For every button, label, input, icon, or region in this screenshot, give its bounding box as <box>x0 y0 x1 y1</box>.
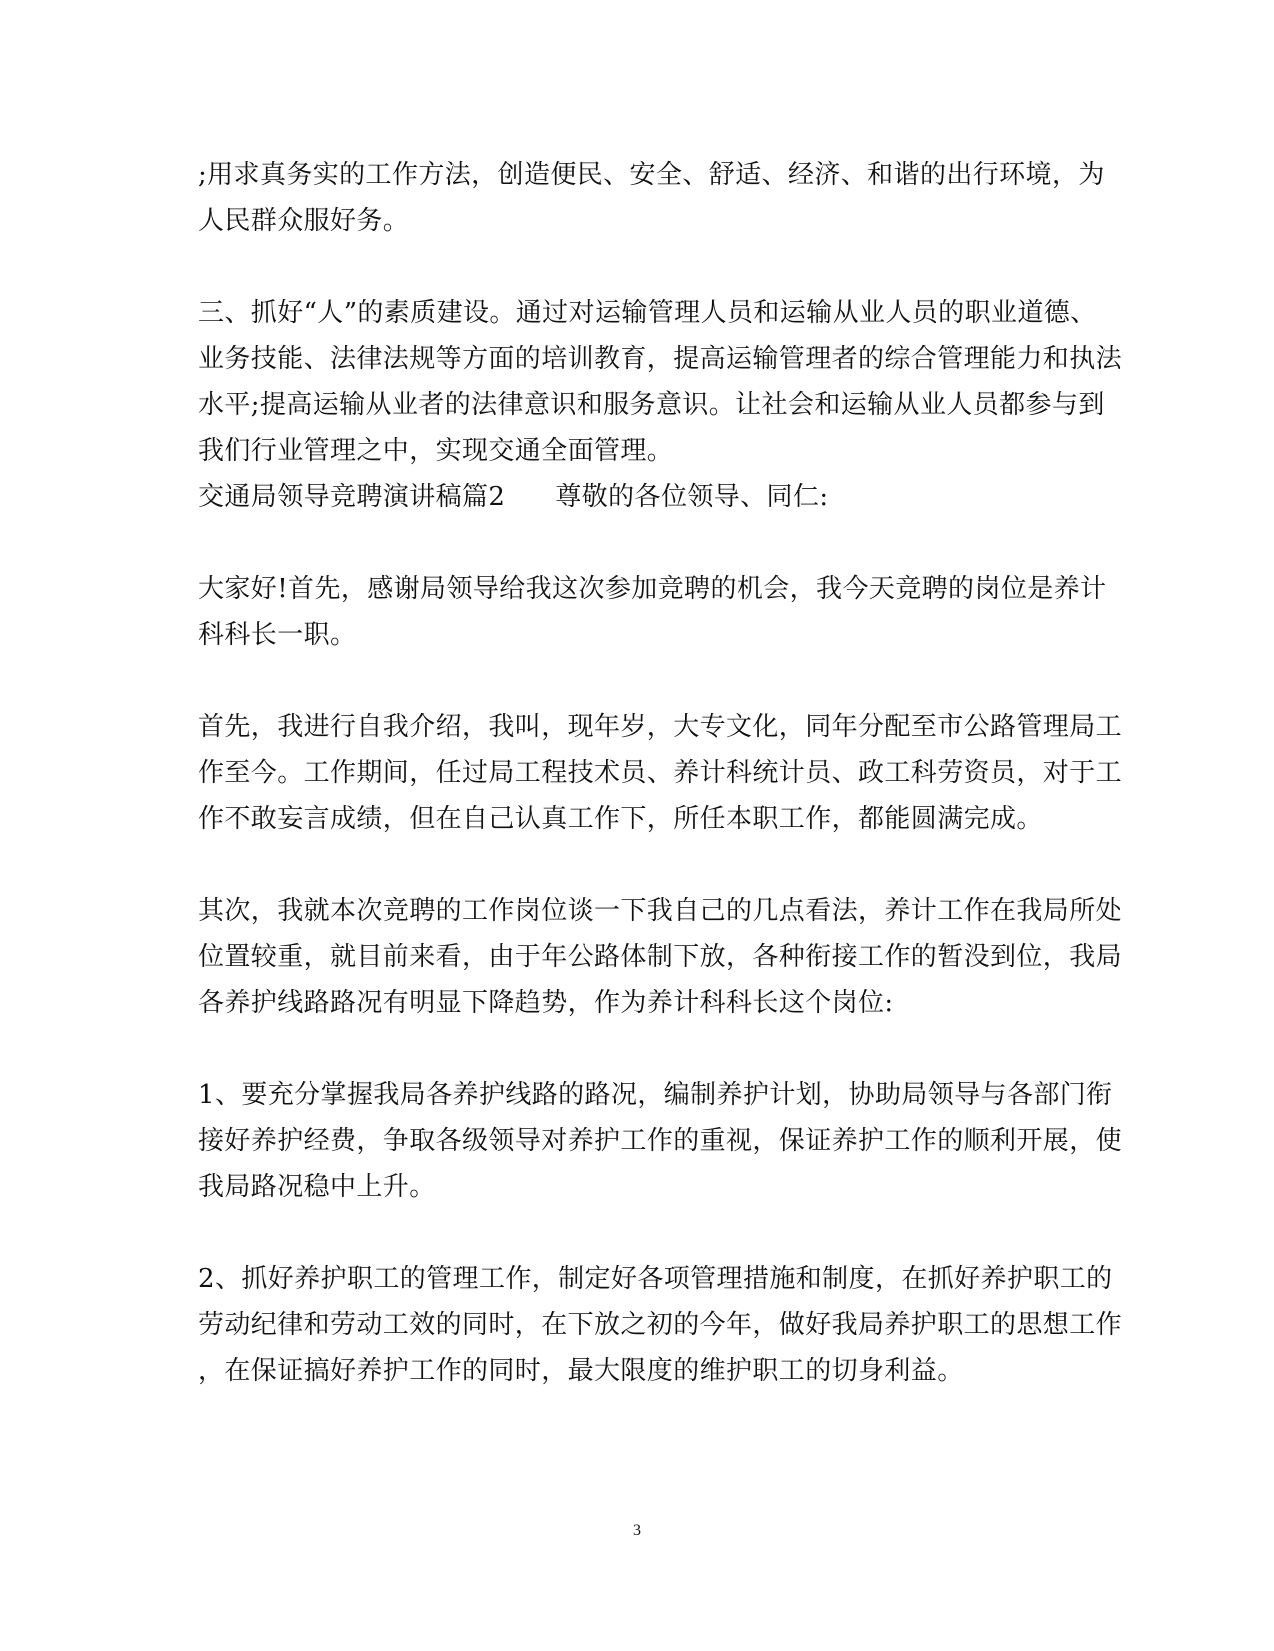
paragraph-line: 科科长一职。 <box>198 620 357 650</box>
paragraph-line: 我局路况稳中上升。 <box>198 1172 436 1202</box>
paragraph-line: 首先，我进行自我介绍，我叫，现年岁，大专文化，同年分配至市公路管理局工 <box>198 712 1123 742</box>
paragraph-line: 其次，我就本次竞聘的工作岗位谈一下我自己的几点看法，养计工作在我局所处 <box>198 896 1123 926</box>
paragraph-line: 各养护线路路况有明显下降趋势，作为养计科科长这个岗位: <box>198 988 894 1018</box>
paragraph-line: 水平;提高运输从业者的法律意识和服务意识。让社会和运输从业人员都参与到 <box>198 390 1105 420</box>
paragraph-line: 1、要充分掌握我局各养护线路的路况，编制养护计划，协助局领导与各部门衔 <box>198 1080 1113 1110</box>
paragraph-line: 2、抓好养护职工的管理工作，制定好各项管理措施和制度，在抓好养护职工的 <box>198 1264 1113 1294</box>
page-number: 3 <box>633 1522 641 1539</box>
greeting-text: 尊敬的各位领导、同仁: <box>555 482 829 512</box>
paragraph-line: 位置较重，就目前来看，由于年公路体制下放，各种衔接工作的暂没到位，我局 <box>198 942 1123 972</box>
paragraph-line: 大家好!首先，感谢局领导给我这次参加竞聘的机会，我今天竞聘的岗位是养计 <box>198 574 1107 604</box>
paragraph-line: 业务技能、法律法规等方面的培训教育，提高运输管理者的综合管理能力和执法 <box>198 344 1123 374</box>
section-title: 交通局领导竞聘演讲稿篇2 <box>198 482 506 512</box>
paragraph-line: ，在保证搞好养护工作的同时，最大限度的维护职工的切身利益。 <box>198 1356 964 1386</box>
paragraph-line: ;用求真务实的工作方法，创造便民、安全、舒适、经济、和谐的出行环境，为 <box>198 160 1105 190</box>
paragraph-line: 劳动纪律和劳动工效的同时，在下放之初的今年，做好我局养护职工的思想工作 <box>198 1310 1123 1340</box>
paragraph-line: 我们行业管理之中，实现交通全面管理。 <box>198 436 674 466</box>
paragraph-line: 人民群众服好务。 <box>198 206 410 236</box>
paragraph-line: 作不敢妄言成绩，但在自己认真工作下，所任本职工作，都能圆满完成。 <box>198 804 1043 834</box>
paragraph-line: 作至今。工作期间，任过局工程技术员、养计科统计员、政工科劳资员，对于工 <box>198 758 1123 788</box>
section-heading <box>198 482 1078 512</box>
paragraph-line: 接好养护经费，争取各级领导对养护工作的重视，保证养护工作的顺利开展，使 <box>198 1126 1123 1156</box>
paragraph-line: 三、抓好“人”的素质建设。通过对运输管理人员和运输从业人员的职业道德、 <box>198 298 1097 328</box>
